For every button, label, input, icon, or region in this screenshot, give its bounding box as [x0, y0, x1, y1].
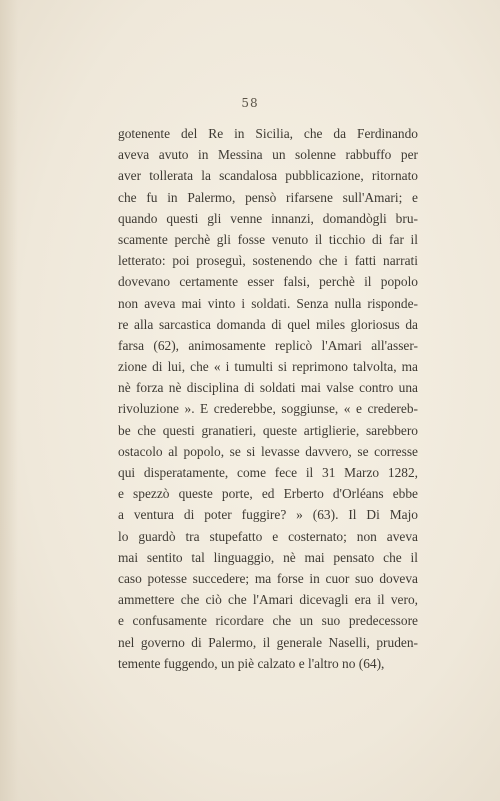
text-line-2: aveva avuto in Messina un solenne rabbuffo per — [118, 147, 418, 163]
text-line-18: e spezzò queste porte, ed Erberto d'Orléans ebbe — [118, 486, 418, 502]
text-line-23: ammettere che ciò che l'Amari dicevagli era il vero, — [118, 592, 418, 608]
text-line-6: scamente perchè gli fosse venuto il ticchio di far il — [118, 231, 418, 247]
text-line-26: temente fuggendo, un piè calzato e l'altro no (64), — [118, 655, 385, 671]
text-line-7: letterato: poi proseguì, sostenendo che i fatti narrati — [118, 253, 418, 269]
text-line-15: be che questi granatieri, queste artiglierie, sarebbero — [118, 422, 418, 438]
text-line-24: e confusamente ricordare che un suo predecessore — [118, 613, 418, 629]
page-edge-shading — [0, 0, 18, 801]
page-number: 58 — [241, 96, 259, 110]
text-line-20: lo guardò tra stupefatto e costernato; non aveva — [118, 528, 418, 544]
text-line-9: non aveva mai vinto i soldati. Senza nulla risponde- — [118, 295, 418, 311]
text-line-19: a ventura di poter fuggire? » (63). Il Di Majo — [118, 507, 418, 523]
text-line-1: gotenente del Re in Sicilia, che da Ferdinando — [118, 126, 418, 141]
text-line-3: aver tollerata la scandalosa pubblicazione, ritornato — [118, 168, 418, 184]
text-line-11: farsa (62), animosamente replicò l'Amari all'asser- — [118, 337, 418, 353]
text-line-12: zione di lui, che « i tumulti si reprimono talvolta, ma — [118, 359, 418, 375]
text-line-21: mai sentito tal linguaggio, nè mai pensato che il — [118, 549, 418, 565]
text-line-8: dovevano certamente esser falsi, perchè il popolo — [118, 274, 418, 290]
text-line-14: rivoluzione ». E crederebbe, soggiunse, « e credereb- — [118, 401, 418, 417]
body-text — [118, 123, 418, 674]
text-line-22: caso potesse succedere; ma forse in cuor suo doveva — [118, 570, 418, 586]
text-line-13: nè forza nè disciplina di soldati mai valse contro una — [118, 380, 418, 396]
text-line-25: nel governo di Palermo, il generale Naselli, pruden- — [118, 634, 418, 650]
text-line-10: re alla sarcastica domanda di quel miles gloriosus da — [118, 316, 418, 332]
text-line-16: ostacolo al popolo, se si levasse davvero, se corresse — [118, 443, 418, 459]
text-line-17: qui disperatamente, come fece il 31 Marzo 1282, — [118, 465, 418, 480]
text-line-5: quando questi gli venne innanzi, domandògli bru- — [118, 210, 418, 226]
text-line-4: che fu in Palermo, pensò rifarsene sull'Amari; e — [118, 189, 418, 205]
